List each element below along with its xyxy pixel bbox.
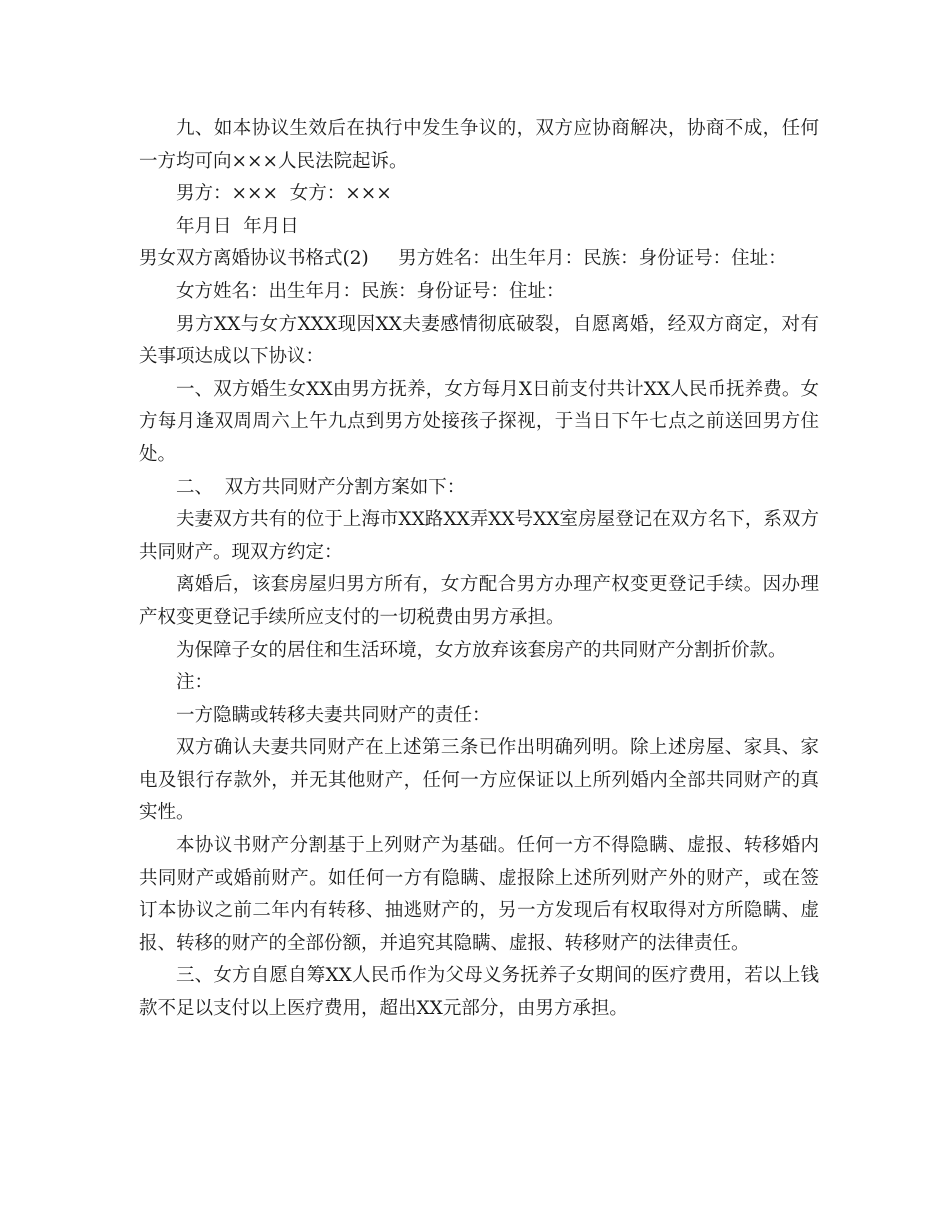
document-body [139,113,819,1026]
paragraph-dispute-clause: 九、如本协议生效后在执行中发生争议的，双方应协商解决，协商不成，任何一方均可向×××人民法院起诉。 [139,118,819,172]
paragraph-liability: 本协议书财产分割基于上列财产为基础。任何一方不得隐瞒、虚报、转移婚内共同财产或婚前财产。如任何一方有隐瞒、虚报除上述所列财产外的财产，或在签订本协议之前二年内有转移、抽逃财产的，另一方发现后有权取得对方所隐瞒、虚报、转移的财产的全部份额，并追究其隐瞒、虚报、转移财产的法律责任。 [139,835,819,954]
paragraph-clause-2-heading: 二、 双方共同财产分割方案如下： [176,476,466,498]
paragraph-format-heading: 男女双方离婚协议书格式(2) 男方姓名：出生年月：民族：身份证号：住址： [139,248,787,270]
paragraph-dates: 年月日 年月日 [176,215,299,237]
paragraph-property-ownership: 离婚后，该套房屋归男方所有，女方配合男方办理产权变更登记手续。因办理产权变更登记手续所应支付的一切税费由男方承担。 [139,574,819,628]
paragraph-confirmation: 双方确认夫妻共同财产在上述第三条已作出明确列明。除上述房屋、家具、家电及银行存款外，并无其他财产，任何一方应保证以上所列婚内全部共同财产的真实性。 [139,737,819,824]
paragraph-note-label: 注： [176,672,214,694]
paragraph-property-location: 夫妻双方共有的位于上海市XX路XX弄XX号XX室房屋登记在双方名下，系双方共同财产。现双方约定： [139,509,819,563]
paragraph-clause-1-custody: 一、双方婚生女XX由男方抚养，女方每月X日前支付共计XX人民币抚养费。女方每月逢双周周六上午九点到男方处接孩子探视，于当日下午七点之前送回男方住处。 [139,378,819,465]
paragraph-waiver: 为保障子女的居住和生活环境，女方放弃该套房产的共同财产分割折价款。 [176,639,787,661]
paragraph-concealment-heading: 一方隐瞒或转移夫妻共同财产的责任： [176,704,491,726]
paragraph-female-info: 女方姓名：出生年月：民族：身份证号：住址： [176,280,565,302]
paragraph-signatures: 男方：××× 女方：××× [176,183,392,205]
paragraph-intro: 男方XX与女方XXX现因XX夫妻感情彻底破裂，自愿离婚，经双方商定，对有关事项达成以下协议： [139,313,819,368]
paragraph-clause-3-medical: 三、女方自愿自筹XX人民币作为父母义务抚养子女期间的医疗费用，若以上钱款不足以支付以上医疗费用，超出XX元部分，由男方承担。 [139,965,819,1020]
